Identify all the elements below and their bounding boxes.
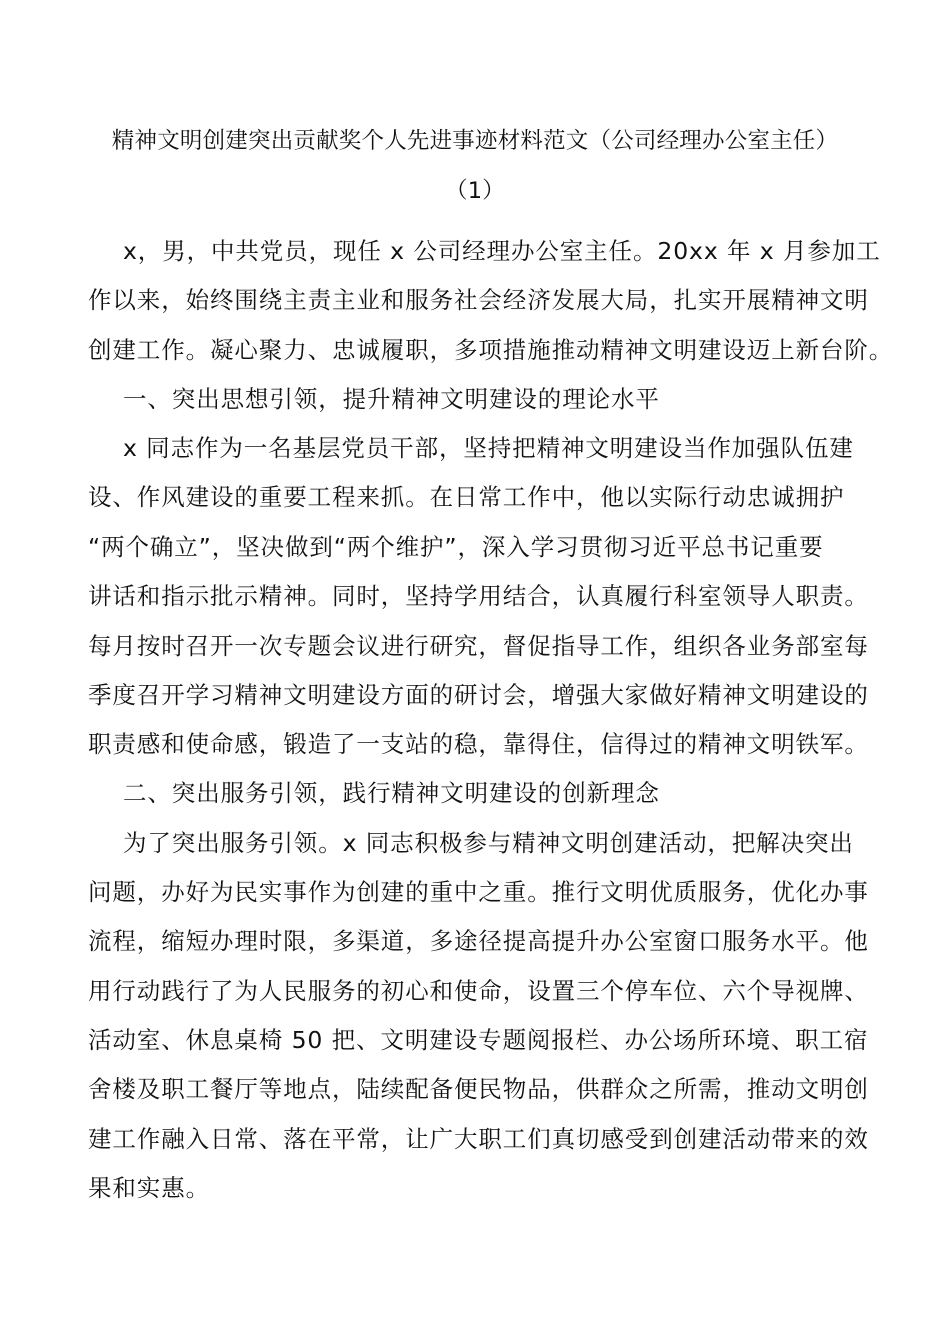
paragraph-line: 为了突出服务引领。x 同志积极参与精神文明创建活动，把解决突出 bbox=[123, 829, 854, 857]
paragraph-line: 职责感和使命感，锻造了一支站的稳，靠得住，信得过的精神文明铁军。 bbox=[88, 730, 869, 758]
section-heading: 一、突出思想引领，提升精神文明建设的理论水平 bbox=[123, 385, 660, 413]
paragraph-line: 讲话和指示批示精神。同时，坚持学用结合，认真履行科室领导人职责。 bbox=[88, 582, 869, 610]
paragraph-line: 创建工作。凝心聚力、忠诚履职，多项措施推动精神文明建设迈上新台阶。 bbox=[88, 336, 894, 364]
paragraph-line: 每月按时召开一次专题会议进行研究，督促指导工作，组织各业务部室每 bbox=[88, 632, 869, 660]
paragraph-line: 活动室、休息桌椅 50 把、文明建设专题阅报栏、办公场所环境、职工宿 bbox=[88, 1026, 869, 1054]
paragraph-line: 设、作风建设的重要工程来抓。在日常工作中，他以实际行动忠诚拥护 bbox=[88, 483, 845, 511]
paragraph-line: 问题，办好为民实事作为创建的重中之重。推行文明优质服务，优化办事 bbox=[88, 878, 869, 906]
document-title: 精神文明创建突出贡献奖个人先进事迹材料范文（公司经理办公室主任） bbox=[111, 128, 839, 154]
document-subtitle: （1） bbox=[445, 178, 505, 204]
paragraph-line: x 同志作为一名基层党员干部，坚持把精神文明建设当作加强队伍建 bbox=[123, 434, 854, 462]
paragraph-line: “两个确立”，坚决做到“两个维护”，深入学习贯彻习近平总书记重要 bbox=[88, 533, 824, 561]
paragraph-line: 舍楼及职工餐厅等地点，陆续配备便民物品，供群众之所需，推动文明创 bbox=[88, 1075, 869, 1103]
paragraph-line: x，男，中共党员，现任 x 公司经理办公室主任。20xx 年 x 月参加工 bbox=[123, 237, 881, 265]
paragraph-line: 建工作融入日常、落在平常，让广大职工们真切感受到创建活动带来的效 bbox=[88, 1125, 869, 1153]
paragraph-line: 用行动践行了为人民服务的初心和使命，设置三个停车位、六个导视牌、 bbox=[88, 977, 869, 1005]
section-heading: 二、突出服务引领，践行精神文明建设的创新理念 bbox=[123, 779, 660, 807]
paragraph-line: 季度召开学习精神文明建设方面的研讨会，增强大家做好精神文明建设的 bbox=[88, 681, 869, 709]
paragraph-line: 流程，缩短办理时限，多渠道，多途径提高提升办公室窗口服务水平。他 bbox=[88, 927, 869, 955]
paragraph-line: 果和实惠。 bbox=[88, 1174, 210, 1202]
paragraph-line: 作以来，始终围绕主责主业和服务社会经济发展大局，扎实开展精神文明 bbox=[88, 286, 869, 314]
